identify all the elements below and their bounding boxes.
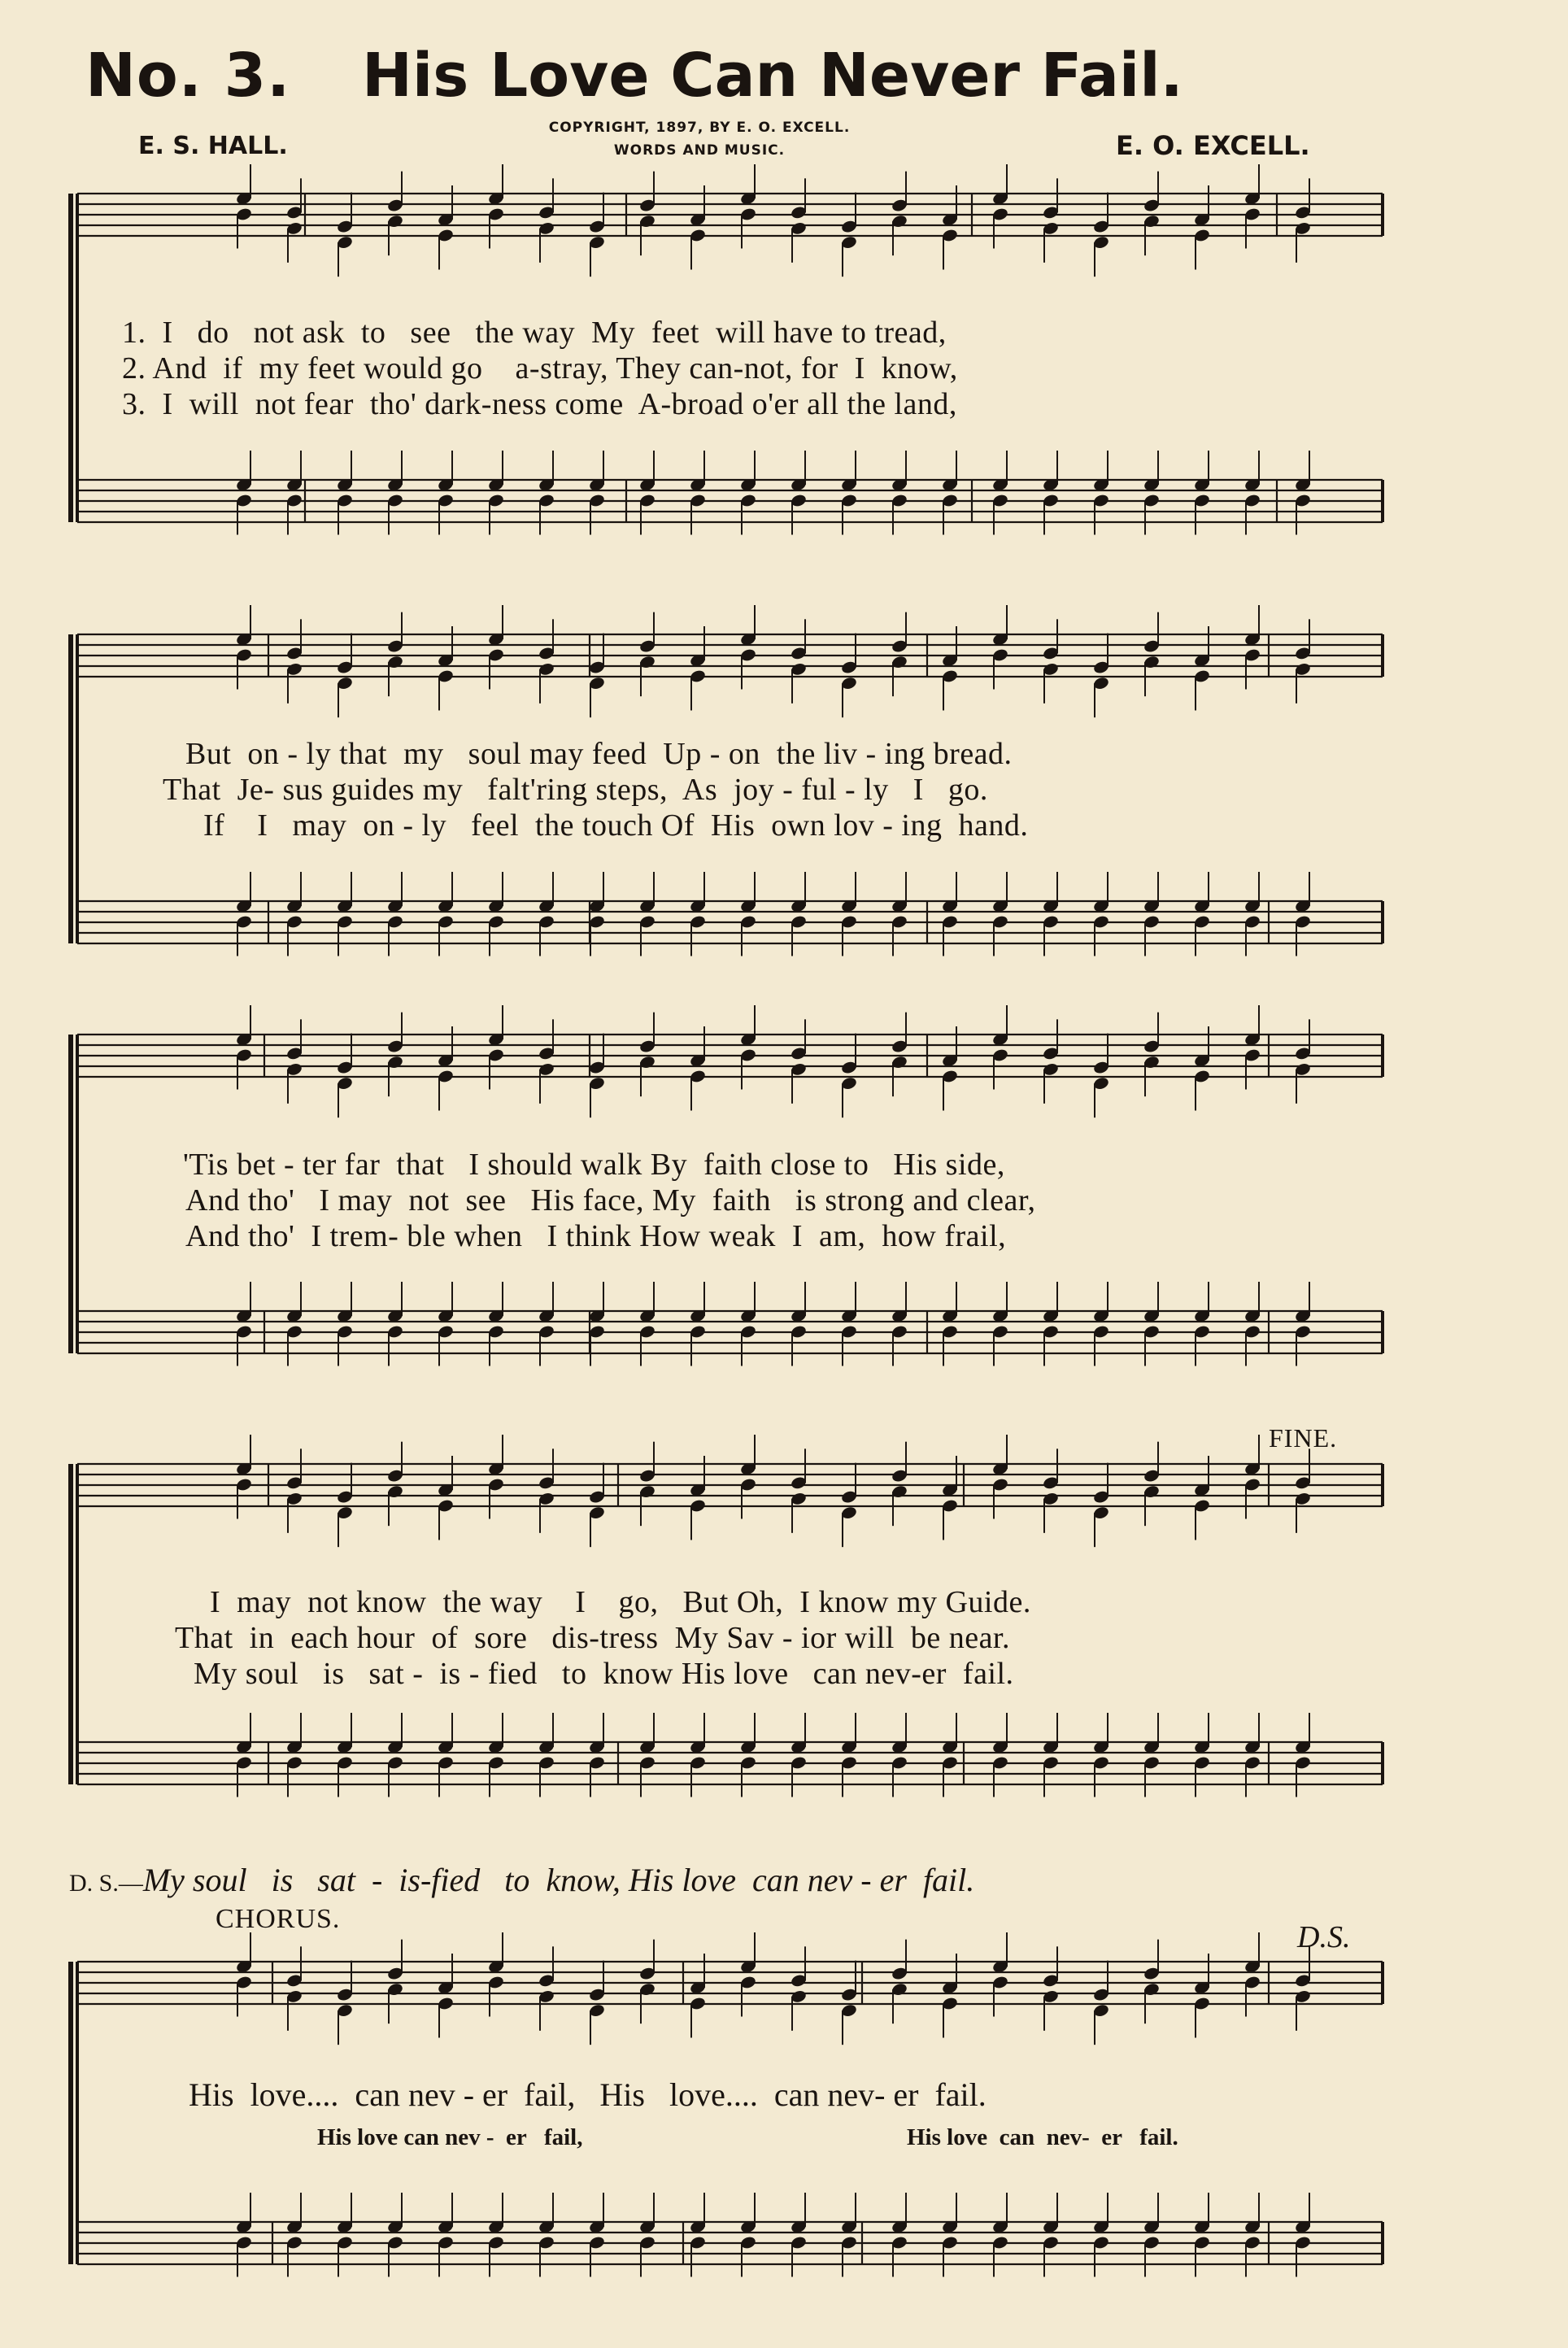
verse-line: 1. I do not ask to see the way My feet will have to tread, [122, 316, 947, 350]
chorus-bass-lyric: His love can nev- er fail. [907, 2124, 1178, 2150]
copyright-words-music: WORDS AND MUSIC. [613, 142, 786, 159]
verse-line: 2. And if my feet would go a-stray, They can-not, for I know, [122, 351, 958, 386]
verse-line: 3. I will not fear tho' dark-ness come A-broad o'er all the land, [122, 387, 957, 421]
verse-line: And tho' I trem- ble when I think How weak I am, how frail, [185, 1219, 1007, 1253]
verse-line: I may not know the way I go, But Oh, I know my Guide. [210, 1585, 1031, 1619]
ds-prefix: D. S.— [69, 1870, 143, 1897]
verse-line: That Je- sus guides my falt'ring steps, As joy - ful - ly I go. [163, 773, 988, 807]
verse-line: My soul is sat - is - fied to know His love can nev-er fail. [194, 1657, 1014, 1691]
ds-lyric: My soul is sat - is-fied to know, His love can nev - er fail. [142, 1862, 975, 1898]
chorus-lyric: His love.... can nev - er fail, His love.... can nev- er fail. [189, 2076, 987, 2113]
dal-segno-text [69, 1861, 974, 1899]
chorus-bass-lyric: His love can nev - er fail, [317, 2124, 583, 2150]
verse-line: And tho' I may not see His face, My faith is strong and clear, [185, 1183, 1036, 1218]
verse-line: That in each hour of sore dis-tress My Sav - ior will be near. [175, 1621, 1010, 1655]
fine-marking: FINE. [1269, 1423, 1338, 1453]
ds-marking: D.S. [1297, 1920, 1351, 1954]
hymn-number: No. 3. [85, 41, 291, 111]
verse-line: But on - ly that my soul may feed Up - on the liv - ing bread. [185, 737, 1013, 771]
hymn-title: His Love Can Never Fail. [362, 41, 1183, 111]
verse-line: If I may on - ly feel the touch Of His own lov - ing hand. [203, 808, 1029, 843]
composer: E. O. EXCELL. [1116, 130, 1310, 161]
verse-line: 'Tis bet - ter far that I should walk By faith close to His side, [183, 1148, 1005, 1182]
copyright-line: COPYRIGHT, 1897, BY E. O. EXCELL. [548, 120, 851, 136]
chorus-label: CHORUS. [216, 1904, 341, 1934]
lyricist: E. S. HALL. [138, 132, 288, 160]
